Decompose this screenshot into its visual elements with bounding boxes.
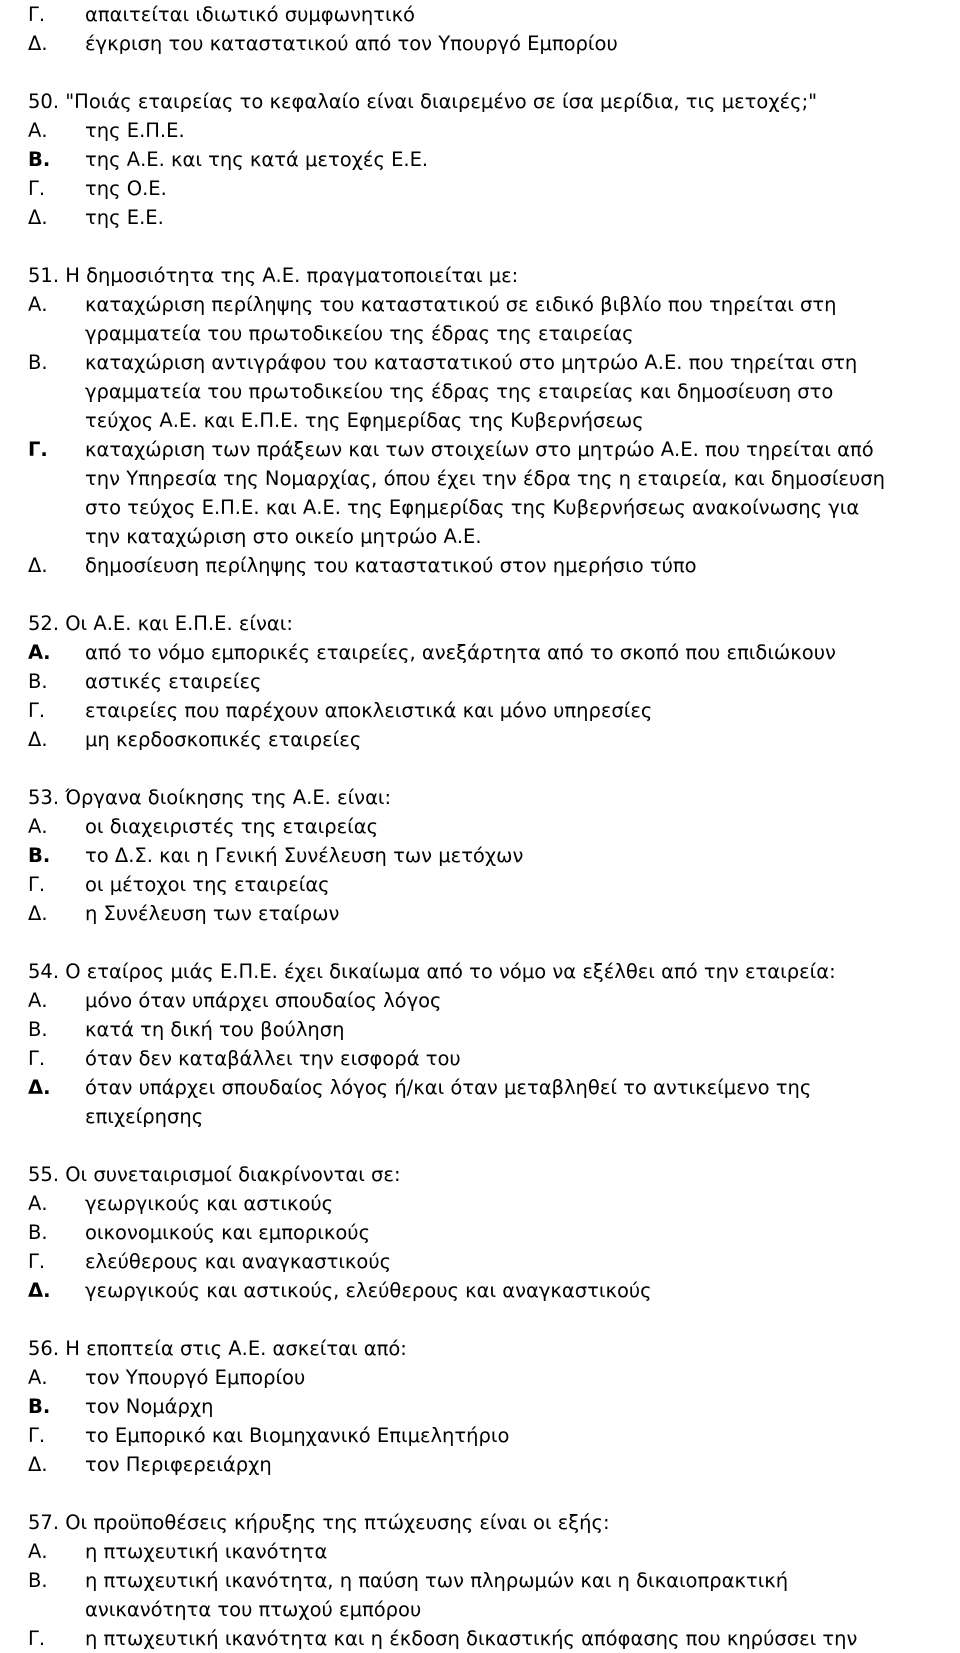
option-letter: Α. [28, 119, 48, 142]
option-text-line: στο τεύχος Ε.Π.Ε. και Α.Ε. της Εφημερίδας της Κυβερνήσεως ανακοίνωσης για [85, 496, 860, 519]
option-text: οι διαχειριστές της εταιρείας [85, 815, 379, 838]
answer-option [28, 870, 960, 899]
answer-option [28, 290, 960, 348]
spacer [28, 1131, 960, 1160]
option-text-line: όταν υπάρχει σπουδαίος λόγος ή/και όταν μεταβληθεί το αντικείμενο της [85, 1076, 812, 1099]
option-text: τον Υπουργό Εμπορίου [85, 1366, 306, 1389]
option-text-line: η πτωχευτική ικανότητα, η παύση των πληρωμών και η δικαιοπρακτική [85, 1569, 789, 1592]
question-title: 54. Ο εταίρος μιάς Ε.Π.Ε. έχει δικαίωμα από το νόμο να εξέλθει από την εταιρεία: [28, 960, 836, 983]
answer-option [28, 348, 960, 435]
option-letter: Α. [28, 1192, 48, 1215]
option-letter: Β. [28, 1569, 48, 1592]
option-letter: Β. [28, 1395, 51, 1418]
option-text: τον Περιφερειάρχη [85, 1453, 272, 1476]
option-letter: Δ. [28, 206, 48, 229]
answer-option [28, 667, 960, 696]
option-text: αστικές εταιρείες [85, 670, 262, 693]
option-letter: Β. [28, 351, 48, 374]
answer-option [28, 1276, 960, 1305]
option-text: εταιρείες που παρέχουν αποκλειστικά και μόνο υπηρεσίες [85, 699, 653, 722]
answer-option [28, 1450, 960, 1479]
option-text [85, 290, 960, 348]
option-text-line: γραμματεία του πρωτοδικείου της έδρας της εταιρείας [85, 322, 634, 345]
answer-option [28, 1537, 960, 1566]
option-letter: Δ. [28, 902, 48, 925]
answer-option [28, 1189, 960, 1218]
option-text-line: καταχώριση των πράξεων και των στοιχείων στο μητρώο Α.Ε. που τηρείται από [85, 438, 874, 461]
option-letter: Α. [28, 293, 48, 316]
answer-option [28, 145, 960, 174]
spacer [28, 928, 960, 957]
answer-option [28, 1015, 960, 1044]
option-text: το Δ.Σ. και η Γενική Συνέλευση των μετόχων [85, 844, 524, 867]
option-text-line: καταχώριση περίληψης του καταστατικού σε ειδικό βιβλίο που τηρείται στη [85, 293, 837, 316]
option-letter: Γ. [28, 3, 46, 26]
option-letter: Β. [28, 844, 51, 867]
option-text-line: ανικανότητα του πτωχού εμπόρου [85, 1598, 422, 1621]
option-text [85, 1073, 960, 1131]
answer-option [28, 899, 960, 928]
question-title: 57. Οι προϋποθέσεις κήρυξης της πτώχευσης είναι οι εξής: [28, 1511, 610, 1534]
option-text: το Εμπορικό και Βιομηχανικό Επιμελητήριο [85, 1424, 510, 1447]
option-text-line: τεύχος Α.Ε. και Ε.Π.Ε. της Εφημερίδας της Κυβερνήσεως [85, 409, 644, 432]
option-letter: Δ. [28, 728, 48, 751]
answer-option [28, 1218, 960, 1247]
answer-option [28, 0, 960, 29]
option-letter: Β. [28, 1018, 48, 1041]
answer-option [28, 116, 960, 145]
option-text [85, 1566, 960, 1624]
question-title: 52. Οι Α.Ε. και Ε.Π.Ε. είναι: [28, 612, 293, 635]
answer-option [28, 986, 960, 1015]
spacer [28, 580, 960, 609]
option-text: της Ε.Π.Ε. [85, 119, 185, 142]
option-text: όταν δεν καταβάλλει την εισφορά του [85, 1047, 461, 1070]
option-letter: Γ. [28, 699, 46, 722]
question-title: 50. "Ποιάς εταιρείας το κεφαλαίο είναι διαιρεμένο σε ίσα μερίδια, τις μετοχές;" [28, 90, 818, 113]
option-letter: Γ. [28, 873, 46, 896]
option-letter: Α. [28, 989, 48, 1012]
answer-option [28, 638, 960, 667]
option-letter: Γ. [28, 1250, 46, 1273]
option-text-line: γραμματεία του πρωτοδικείου της έδρας της εταιρείας και δημοσίευση στο [85, 380, 834, 403]
option-text: της Α.Ε. και της κατά μετοχές Ε.Ε. [85, 148, 429, 171]
spacer [28, 232, 960, 261]
option-text-line: την καταχώριση στο οικείο μητρώο Α.Ε. [85, 525, 482, 548]
answer-option [28, 551, 960, 580]
spacer [28, 58, 960, 87]
option-letter: Δ. [28, 1453, 48, 1476]
option-text: της Ε.Ε. [85, 206, 164, 229]
option-letter: Δ. [28, 32, 48, 55]
option-letter: Γ. [28, 177, 46, 200]
spacer [28, 1305, 960, 1334]
option-letter: Β. [28, 670, 48, 693]
option-letter: Γ. [28, 1627, 46, 1650]
option-letter: Γ. [28, 1047, 46, 1070]
option-text: τον Νομάρχη [85, 1395, 214, 1418]
option-text: η Συνέλευση των εταίρων [85, 902, 340, 925]
option-letter: Α. [28, 815, 48, 838]
option-letter: Α. [28, 641, 51, 664]
option-text: οι μέτοχοι της εταιρείας [85, 873, 330, 896]
option-text: γεωργικούς και αστικούς [85, 1192, 334, 1215]
answer-option [28, 29, 960, 58]
option-letter: Β. [28, 1221, 48, 1244]
option-text-line: επιχείρησης [85, 1105, 204, 1128]
option-text-line: την Υπηρεσία της Νομαρχίας, όπου έχει την έδρα της η εταιρεία, και δημοσίευση [85, 467, 885, 490]
answer-option [28, 841, 960, 870]
answer-option [28, 1421, 960, 1450]
option-text: η πτωχευτική ικανότητα [85, 1540, 328, 1563]
option-text: κατά τη δική του βούληση [85, 1018, 345, 1041]
option-text: μόνο όταν υπάρχει σπουδαίος λόγος [85, 989, 442, 1012]
question-title: 51. Η δημοσιότητα της Α.Ε. πραγματοποιείται με: [28, 264, 519, 287]
option-text-line: καταχώριση αντιγράφου του καταστατικού στο μητρώο Α.Ε. που τηρείται στη [85, 351, 858, 374]
answer-option [28, 1566, 960, 1624]
option-text: μη κερδοσκοπικές εταιρείες [85, 728, 362, 751]
answer-option [28, 696, 960, 725]
option-text: από το νόμο εμπορικές εταιρείες, ανεξάρτητα από το σκοπό που επιδιώκουν [85, 641, 836, 664]
option-letter: Α. [28, 1366, 48, 1389]
option-letter: Δ. [28, 1076, 51, 1099]
answer-option [28, 174, 960, 203]
spacer [28, 754, 960, 783]
option-text: ελεύθερους και αναγκαστικούς [85, 1250, 392, 1273]
option-letter: Δ. [28, 554, 48, 577]
answer-option [28, 1073, 960, 1131]
answer-option [28, 1247, 960, 1276]
question-title: 53. Όργανα διοίκησης της Α.Ε. είναι: [28, 786, 392, 809]
option-letter: Δ. [28, 1279, 51, 1302]
option-text: απαιτείται ιδιωτικό συμφωνητικό [85, 3, 415, 26]
option-text: δημοσίευση περίληψης του καταστατικού στον ημερήσιο τύπο [85, 554, 697, 577]
answer-option [28, 203, 960, 232]
option-text [85, 348, 960, 435]
option-letter: Γ. [28, 1424, 46, 1447]
answer-option [28, 1363, 960, 1392]
answer-option [28, 1044, 960, 1073]
option-text: η πτωχευτική ικανότητα και η έκδοση δικαστικής απόφασης που κηρύσσει την [85, 1627, 858, 1650]
option-text: έγκριση του καταστατικού από τον Υπουργό Εμπορίου [85, 32, 618, 55]
option-text [85, 435, 960, 551]
answer-option [28, 725, 960, 754]
option-text: της Ο.Ε. [85, 177, 167, 200]
option-text: οικονομικούς και εμπορικούς [85, 1221, 371, 1244]
answer-option [28, 435, 960, 551]
option-text: γεωργικούς και αστικούς, ελεύθερους και αναγκαστικούς [85, 1279, 652, 1302]
option-letter: Β. [28, 148, 51, 171]
option-letter: Α. [28, 1540, 48, 1563]
spacer [28, 1479, 960, 1508]
question-title: 55. Οι συνεταιρισμοί διακρίνονται σε: [28, 1163, 401, 1186]
answer-option [28, 812, 960, 841]
option-letter: Γ. [28, 438, 48, 461]
answer-option [28, 1392, 960, 1421]
question-title: 56. Η εποπτεία στις Α.Ε. ασκείται από: [28, 1337, 407, 1360]
answer-option [28, 1624, 960, 1653]
